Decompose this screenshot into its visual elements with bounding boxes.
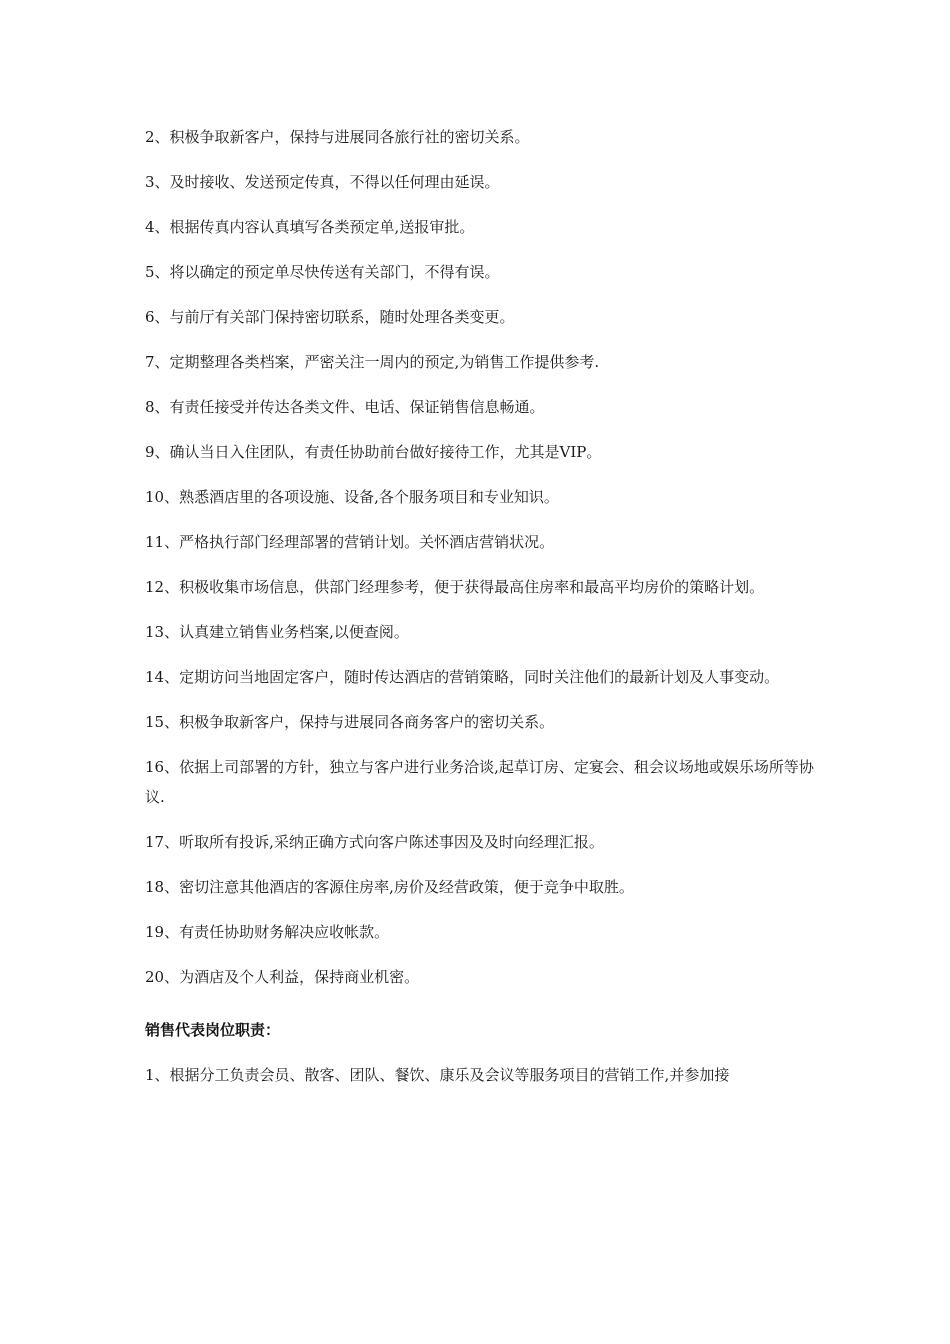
duty-item-3: 3、及时接收、发送预定传真，不得以任何理由延误。 [145,173,500,191]
duty-item-12: 12、积极收集市场信息，供部门经理参考，便于获得最高住房率和最高平均房价的策略计划。 [145,578,765,596]
duty-item-4: 4、根据传真内容认真填写各类预定单,送报审批。 [145,218,475,236]
duty-item-16: 16、依据上司部署的方针，独立与客户进行业务洽谈,起草订房、定宴会、租会议场地或娱乐场所等协议. [145,758,814,806]
duty-item-10: 10、熟悉酒店里的各项设施、设备,各个服务项目和专业知识。 [145,488,559,506]
section-heading: 销售代表岗位职责： [145,1021,281,1039]
duty-item-6: 6、与前厅有关部门保持密切联系，随时处理各类变更。 [145,308,515,326]
section-item-1: 1、根据分工负责会员、散客、团队、餐饮、康乐及会议等服务项目的营销工作,并参加接 [145,1066,730,1084]
duty-item-20: 20、为酒店及个人利益，保持商业机密。 [145,968,420,986]
duty-item-5: 5、将以确定的预定单尽快传送有关部门，不得有误。 [145,263,500,281]
duty-item-18: 18、密切注意其他酒店的客源住房率,房价及经营政策，便于竞争中取胜。 [145,878,634,896]
duty-item-8: 8、有责任接受并传达各类文件、电话、保证销售信息畅通。 [145,398,545,416]
duty-item-7: 7、定期整理各类档案，严密关注一周内的预定,为销售工作提供参考. [145,353,600,371]
duty-item-2: 2、积极争取新客户，保持与进展同各旅行社的密切关系。 [145,128,530,146]
duty-item-13: 13、认真建立销售业务档案,以便查阅。 [145,623,409,641]
duty-item-15: 15、积极争取新客户，保持与进展同各商务客户的密切关系。 [145,713,555,731]
document-body [145,122,815,1105]
duty-item-19: 19、有责任协助财务解决应收帐款。 [145,923,390,941]
duty-item-11: 11、严格执行部门经理部署的营销计划。关怀酒店营销状况。 [145,533,555,551]
duty-item-17: 17、听取所有投诉,采纳正确方式向客户陈述事因及及时向经理汇报。 [145,833,604,851]
duty-item-9: 9、确认当日入住团队，有责任协助前台做好接待工作，尤其是VIP。 [145,443,602,461]
duty-item-14: 14、定期访问当地固定客户，随时传达酒店的营销策略，同时关注他们的最新计划及人事变动。 [145,668,780,686]
